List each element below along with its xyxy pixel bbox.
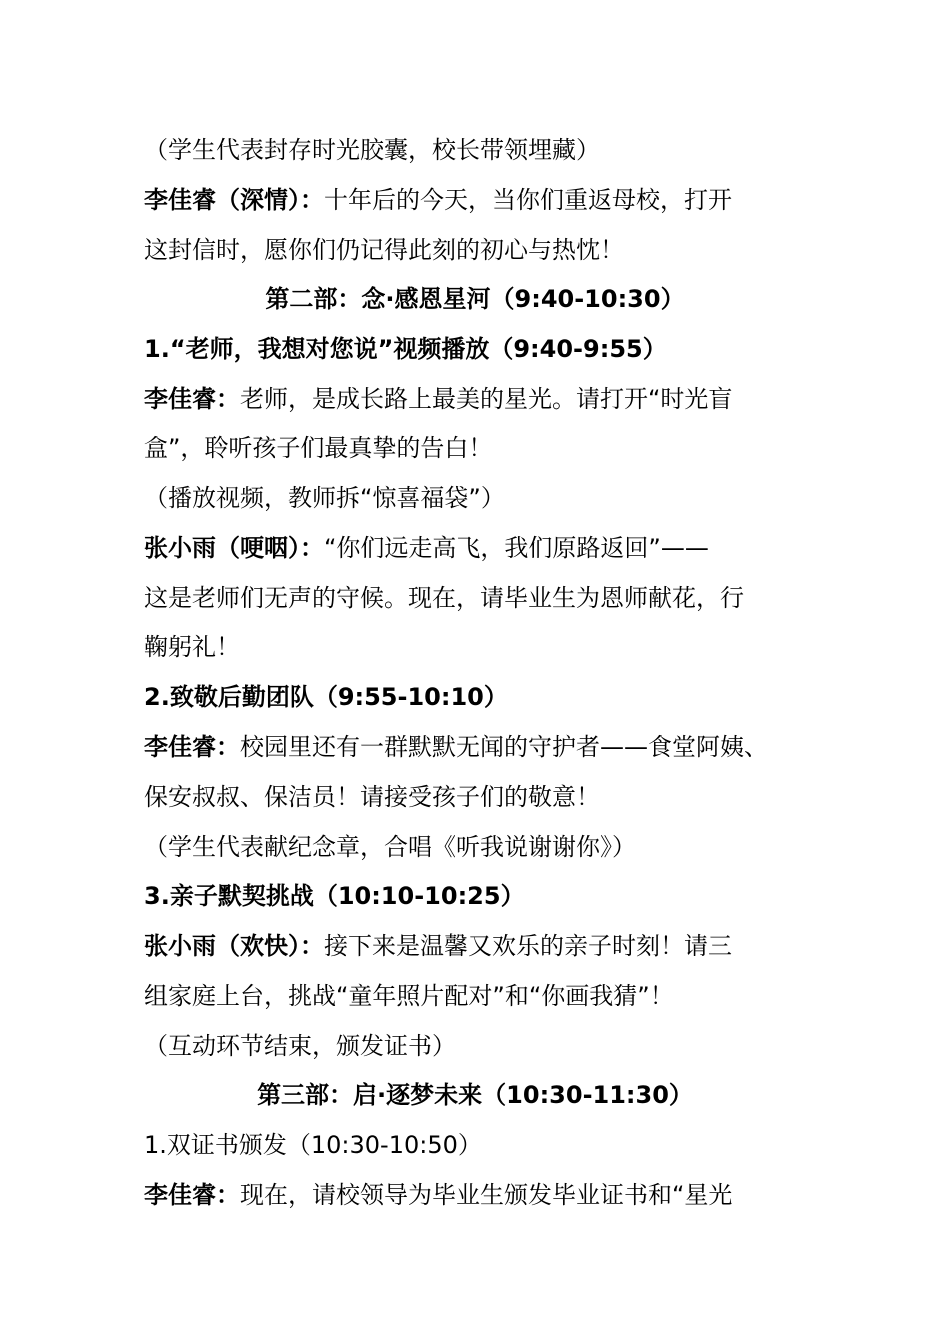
dialogue-line bbox=[144, 732, 834, 762]
line-text: 3.亲子默契挑战（10:10-10:25） bbox=[144, 882, 525, 910]
line-text: 接下来是温馨又欢乐的亲子时刻！请三 bbox=[324, 932, 732, 960]
stage-direction bbox=[144, 135, 834, 165]
line-text: 十年后的今天，当你们重返母校，打开 bbox=[324, 186, 732, 214]
dialogue-line bbox=[144, 931, 834, 961]
section-heading bbox=[0, 1080, 950, 1110]
line-text: 1.“老师，我想对您说”视频播放（9:40-9:55） bbox=[144, 335, 667, 363]
line-text: 鞠躬礼！ bbox=[144, 633, 240, 661]
dialogue-line bbox=[144, 433, 834, 463]
dialogue-line bbox=[144, 981, 834, 1011]
speaker-label: 张小雨（哽咽）： bbox=[144, 534, 324, 562]
dialogue-line bbox=[144, 384, 834, 414]
speaker-label: 李佳睿（深情）： bbox=[144, 186, 324, 214]
speaker-label: 李佳睿： bbox=[144, 733, 240, 761]
speaker-label: 张小雨（欢快）： bbox=[144, 932, 324, 960]
line-text: 2.致敬后勤团队（9:55-10:10） bbox=[144, 683, 508, 711]
line-text: 保安叔叔、保洁员！请接受孩子们的敬意！ bbox=[144, 783, 600, 811]
line-text: （学生代表献纪念章，合唱《听我说谢谢你》） bbox=[144, 833, 636, 861]
dialogue-line bbox=[144, 1180, 834, 1210]
stage-direction bbox=[144, 483, 834, 513]
dialogue-line bbox=[144, 185, 834, 215]
line-text: 第二部：念·感恩星河（9:40-10:30） bbox=[265, 285, 685, 313]
subsection-heading bbox=[144, 1130, 834, 1160]
line-text: 校园里还有一群默默无闻的守护者——食堂阿姨、 bbox=[240, 733, 768, 761]
line-text: 这封信时，愿你们仍记得此刻的初心与热忱！ bbox=[144, 236, 624, 264]
line-text: （互动环节结束，颁发证书） bbox=[144, 1032, 456, 1060]
subsection-heading bbox=[144, 334, 834, 364]
dialogue-line bbox=[144, 782, 834, 812]
subsection-heading bbox=[144, 682, 834, 712]
dialogue-line bbox=[144, 583, 834, 613]
subsection-heading bbox=[144, 881, 834, 911]
line-text: 第三部：启·逐梦未来（10:30-11:30） bbox=[257, 1081, 693, 1109]
line-text: 1.双证书颁发（10:30-10:50） bbox=[144, 1131, 482, 1159]
line-text: 这是老师们无声的守候。现在，请毕业生为恩师献花，行 bbox=[144, 584, 744, 612]
line-text: 老师，是成长路上最美的星光。请打开“时光盲 bbox=[240, 385, 733, 413]
line-text: 盒”，聆听孩子们最真挚的告白！ bbox=[144, 434, 493, 462]
section-heading bbox=[0, 284, 950, 314]
line-text: 现在，请校领导为毕业生颁发毕业证书和“星光 bbox=[240, 1181, 733, 1209]
line-text: “你们远走高飞，我们原路返回”—— bbox=[324, 534, 709, 562]
dialogue-line bbox=[144, 235, 834, 265]
speaker-label: 李佳睿： bbox=[144, 1181, 240, 1209]
stage-direction bbox=[144, 832, 834, 862]
stage-direction bbox=[144, 1031, 834, 1061]
line-text: （播放视频，教师拆“惊喜福袋”） bbox=[144, 484, 505, 512]
dialogue-line bbox=[144, 632, 834, 662]
line-text: 组家庭上台，挑战“童年照片配对”和“你画我猜”！ bbox=[144, 982, 674, 1010]
speaker-label: 李佳睿： bbox=[144, 385, 240, 413]
line-text: （学生代表封存时光胶囊，校长带领埋藏） bbox=[144, 136, 600, 164]
dialogue-line bbox=[144, 533, 834, 563]
